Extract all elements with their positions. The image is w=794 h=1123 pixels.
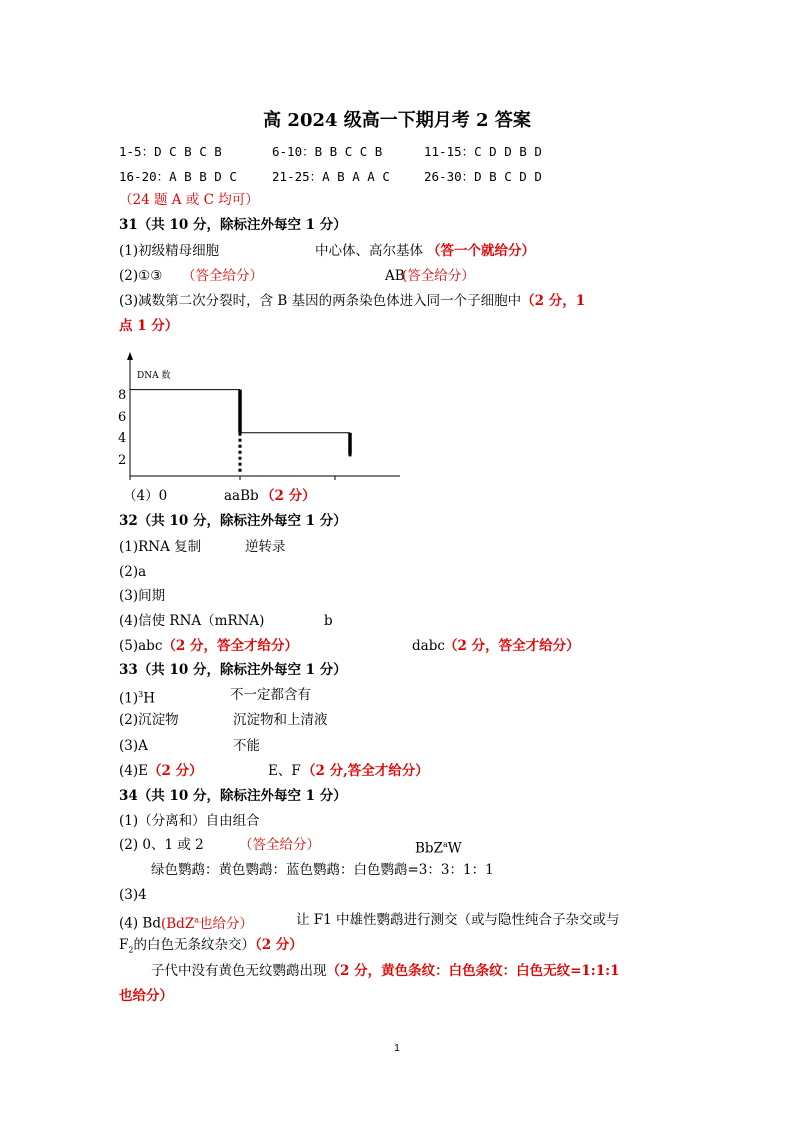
choice-range: 1-5：D C B C B [119,144,222,159]
q33-heading: 33（共 10 分，除标注外每空 1 分） [119,662,347,678]
q34-answer-4-cont [119,936,303,960]
scoring-note: （2 分） [254,937,303,953]
answer-text: AB [385,268,405,284]
q31-answer-2 [119,267,475,285]
answer-text: 子代中没有黄色无纹鹦鹉出现 [151,963,327,979]
q34-answer-5 [151,962,620,980]
y-axis-arrow [127,352,133,360]
q32-answer-3: (3)间期 [119,588,166,604]
scoring-note: （2 分，答全才给分） [162,638,298,654]
choice-range: 6-10：B B C C B [272,144,383,159]
q32-answer-1 [119,538,286,556]
superscript: a [442,840,448,849]
answer-text: (4)E [119,763,148,779]
answer-text: 中心体、高尔基体 [315,243,423,259]
answer-text: (1)RNA 复制 [119,539,202,555]
answer-text: b [324,613,333,629]
scoring-note: (答全给分） [402,268,475,284]
q31-answer-4 [123,487,316,505]
q34-answer-2 [119,836,462,857]
answer-text: 让 F1 中雄性鹦鹉进行测交（或与隐性纯合子杂交或与 [296,912,620,928]
answer-text: (2)沉淀物 [119,712,179,728]
q34-answer-4 [119,911,620,933]
answer-text: 逆转录 [245,539,286,555]
y-tick-label: 4 [118,431,127,446]
answer-text: E、F [268,763,301,779]
scoring-note: （答全给分） [182,268,263,284]
q34-heading: 34（共 10 分，除标注外每空 1 分） [119,788,347,804]
answer-text: H [143,690,155,707]
answer-text: （4）0 [123,488,168,504]
q34-answer-1: (1)（分离和）自由组合 [119,813,260,829]
q33-answer-1 [119,686,311,708]
answer-text: (3)减数第二次分裂时，含 B 基因的两条染色体进入同一个子细胞中 [119,293,522,309]
choice-note: （24 题 A 或 C 均可） [119,192,259,208]
q34-answer-5-cont: 也给分） [119,988,173,1004]
superscript: 3 [138,690,144,699]
choice-range: 11-15：C D D B D [424,144,542,159]
scoring-note: （2 分，答全才给分） [444,638,580,654]
q31-answer-3 [119,292,585,310]
q33-answer-4 [119,762,429,780]
answer-text: (5)abc [119,638,163,654]
q32-answer-5 [119,637,580,655]
answer-text: 沉淀物和上清液 [233,712,328,728]
page-title: 高 2024 级高一下期月考 2 答案 [263,110,531,131]
y-tick-label: 2 [118,453,127,468]
answer-text: (3)A [119,738,148,754]
answer-text: 不一定都含有 [230,687,311,703]
q34-answer-3: (3)4 [119,887,147,903]
scoring-note: （答全给分） [239,837,320,853]
page-number: 1 [394,1043,400,1054]
answer-text: (4)信使 RNA（mRNA) [119,613,265,629]
answer-text: dabc [412,638,445,654]
subscript: 2 [128,945,134,955]
y-axis-label: DNA 数 [137,371,171,381]
scoring-note: （2 分，黄色条纹：白色条纹：白色无纹=1:1:1 [326,963,620,979]
q32-heading: 32（共 10 分，除标注外每空 1 分） [119,513,347,529]
answer-text: (1) [119,690,139,707]
answer-text: aaBb [224,488,259,504]
dna-series [130,390,350,472]
scoring-note: （答一个就给分） [427,243,535,259]
q32-answer-2: (2)a [119,564,147,580]
q32-answer-4 [119,612,333,630]
answer-text: 不能 [233,738,260,754]
y-tick-label: 8 [118,388,127,403]
q33-answer-2 [119,711,328,729]
q31-answer-1 [119,242,535,260]
q34-answer-2-ratio: 绿色鹦鹉：黄色鹦鹉：蓝色鹦鹉：白色鹦鹉=3：3：1：1 [151,862,494,878]
scoring-text: (BdZ [160,915,195,932]
answer-text: (2)①③ [119,268,163,284]
q31-answer-3-cont: 点 1 分） [119,318,179,334]
scoring-note: （2 分） [261,488,316,504]
choice-range: 16-20：A B B D C [119,169,237,184]
scoring-note: （2 分） [147,763,203,779]
answer-text: (1)初级精母细胞 [119,243,220,259]
choice-range: 26-30：D B C D D [424,169,542,184]
answer-text: 的白色无条纹杂交） [133,937,255,953]
y-tick-label: 6 [118,410,127,425]
q31-heading: 31（共 10 分，除标注外每空 1 分） [119,217,347,233]
answer-text: F [119,937,129,953]
choice-range: 21-25：A B A A C [272,169,390,184]
dna-chart [115,348,415,488]
answer-text: W [447,840,462,857]
answer-text: (4) Bd [119,915,161,932]
scoring-note: （2 分，1 [521,293,586,309]
scoring-text: 也给分） [198,915,253,932]
q33-answer-3 [119,737,260,755]
answer-text: (2) 0、1 或 2 [119,837,204,853]
scoring-note [161,916,253,932]
answer-text: BbZ [415,840,443,857]
superscript: a [194,915,199,924]
scoring-note: （2 分,答全才给分） [302,763,429,779]
genotype [415,836,462,858]
